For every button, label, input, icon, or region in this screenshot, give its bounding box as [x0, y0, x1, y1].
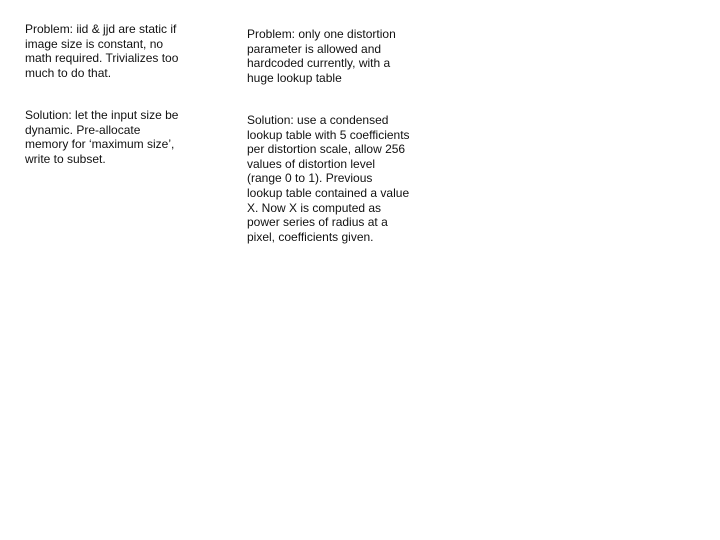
- left-solution-text: Solution: let the input size be dynamic. Pre-allocate memory for ‘maximum size’, write to subset.: [25, 108, 179, 166]
- left-problem-text: Problem: iid & jjd are static if image size is constant, no math required. Trivializes too much to do that.: [25, 22, 179, 80]
- right-solution-text: Solution: use a condensed lookup table with 5 coefficients per distortion scale, allow 256 values of distortion level (range 0 to 1). Previous lookup table contained a value X. Now X is computed as power series of radius at a pixel, coefficients given.: [247, 113, 410, 244]
- right-problem-text: Problem: only one distortion parameter is allowed and hardcoded currently, with a huge lookup table: [247, 27, 396, 85]
